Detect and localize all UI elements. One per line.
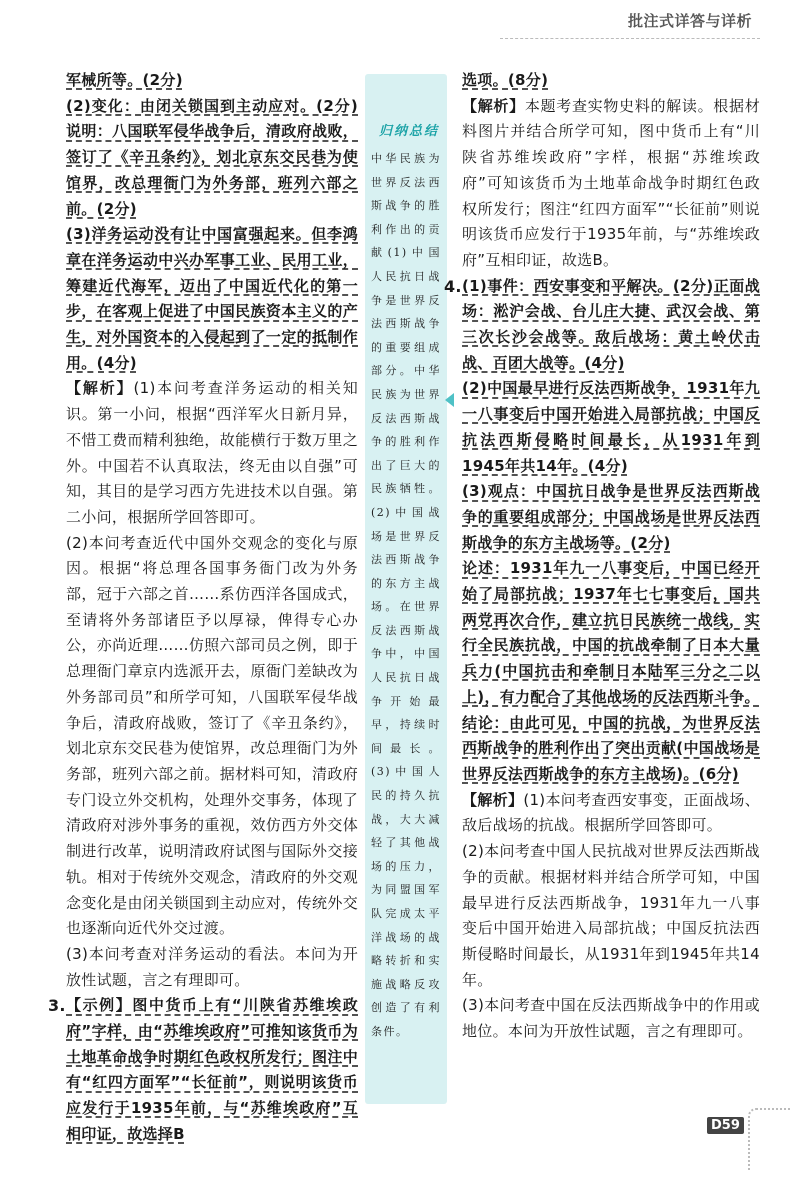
sidebar-pointer-icon (445, 393, 454, 407)
right-column (444, 68, 761, 1045)
answer-paragraph (444, 274, 760, 377)
analysis-paragraph (66, 376, 358, 530)
question-number: 4. (444, 276, 462, 296)
answer-paragraph: 军械所等。(2分) (66, 71, 183, 89)
answer-paragraph: 选项。(8分) (462, 71, 549, 89)
answer-paragraph: (3)观点：中国抗日战争是世界反法西斯战争的重要组成部分；中国战场是世界反法西斯战争的东方主战场等。(2分) (462, 482, 760, 552)
analysis-label: 【解析】 (462, 790, 524, 809)
answer-paragraph (48, 993, 358, 1147)
analysis-paragraph (462, 94, 760, 274)
analysis-paragraph: (3)本问考查中国在反法西斯战争中的作用或地位。本问为开放性试题，言之有理即可。 (462, 996, 760, 1041)
sidebar-text: 中华民族为世界反法西斯战争的胜利作出的贡献(1)中国人民抗日战争是世界反法西斯战争的重要组成部分。中华民族为世界反法西斯战争的胜利作出了巨大的民族牺牲。(2)中国战场是世界反法西斯战争的东方主战场。在世界反法西斯战争中，中国人民抗日战争开始最早，持续时间最长。(3)中国人民的持久抗战，大大减轻了其他战场的压力，为同盟国军队完成太平洋战场的战略转折和实施战略反攻创造了有利条件。 (371, 152, 441, 1038)
answer-paragraph: 结论：由此可见，中国的抗战，为世界反法西斯战争的胜利作出了突出贡献(中国战场是世界反法西斯战争的东方主战场)。(6分) (462, 713, 760, 783)
page-number: D59 (707, 1117, 744, 1134)
analysis-label: 【解析】 (66, 379, 134, 398)
analysis-paragraph (462, 788, 760, 839)
analysis-text: 本题考查实物史料的解读。根据材料图片并结合所学可知，图中货币上有“川陕省苏维埃政府”字样，根据“苏维埃政府”可知该货币为土地革命战争时期红色政权所发行；图注“红四方面军”“长征前”则说明该货币应发行于1935年前，与“苏维埃政府”互相印证，故选B。 (462, 96, 760, 269)
page-header-title: 批注式详答与详析 (627, 12, 752, 30)
question-number: 3. (48, 996, 66, 1016)
answer-paragraph: (3)洋务运动没有让中国富强起来。但李鸿章在洋务运动中兴办军事工业、民用工业，筹建近代海军，迈出了中国近代化的第一步，在客观上促进了中国民族资本主义的产生，对外国资本的入侵起到了一定的抵制作用。(4分) (66, 225, 358, 372)
page-corner-decoration (748, 1108, 790, 1170)
analysis-text: (1)本问考查洋务运动的相关知识。第一小问，根据“西洋军火日新月异，不惜工费而精利独绝，故能横行于数万里之外。中国若不认真取法，终无由以自强”可知，其目的是学习西方先进技术以自强。第二小问，根据所学回答即可。 (66, 379, 359, 526)
answer-paragraph: (2)中国最早进行反法西斯战争，1931年九一八事变后中国开始进入局部抗战；中国反抗法西斯侵略时间最长，从1931年到1945年共14年。(4分) (462, 379, 760, 475)
analysis-text: (1)本问考查西安事变，正面战场、敌后战场的抗战。根据所学回答即可。 (462, 790, 761, 835)
answer-paragraph: 论述：1931年九一八事变后，中国已经开始了局部抗战；1937年七七事变后，国共两党再次合作，建立抗日民族统一战线，实行全民族抗战，中国的抗战牵制了日本大量兵力(中国抗击和牵制日本陆军三分之二以上)，有力配合了其他战场的反法西斯斗争。 (462, 559, 760, 706)
analysis-paragraph: (2)本问考查中国人民抗战对世界反法西斯战争的贡献。根据材料并结合所学可知，中国最早进行反法西斯战争，1931年九一八事变后中国开始进入局部抗战；中国反抗法西斯侵略时间最长，从1931年到1945年共14年。 (462, 842, 760, 989)
answer-paragraph: (2)变化：由闭关锁国到主动应对。(2分)说明：八国联军侵华战争后，清政府战败，签订了《辛丑条约》，划北京东交民巷为使馆界，改总理衙门为外务部，班列六部之前。(2分) (66, 96, 358, 218)
answer-text: (1)事件：西安事变和平解决。(2分)正面战场：淞沪会战、台儿庄大捷、武汉会战、第三次长沙会战等。敌后战场：黄土岭伏击战、百团大战等。(4分) (462, 276, 760, 372)
analysis-paragraph: (3)本问考查对洋务运动的看法。本问为开放性试题，言之有理即可。 (66, 944, 358, 989)
header-divider (500, 38, 760, 39)
sidebar-title: 归纳总结 (379, 124, 440, 139)
answer-text: 【示例】图中货币上有“川陕省苏维埃政府”字样，由“苏维埃政府”可推知该货币为土地革命战争时期红色政权所发行；图注中有“红四方面军”“长征前”，则说明该货币应发行于1935年前，与“苏维埃政府”互相印证，故选择B (66, 996, 358, 1143)
analysis-paragraph: (2)本问考查近代中国外交观念的变化与原因。根据“将总理各国事务衙门改为外务部，冠于六部之首……系仿西洋各国成式，至请将外务部诸臣予以厚禄，俾得专心办公，亦尚近理……仿照六部司员之例，即于总理衙门章京内选派开去，原衙门差缺改为外务部司员”和所学可知，八国联军侵华战争后，清政府战败，签订了《辛丑条约》，划北京东交民巷为使馆界，改总理衙门为外务部，班列六部之前。据材料可知，清政府专门设立外交机构，处理外交事务，体现了清政府对涉外事务的重视，效仿西方外交体制进行改革，说明清政府试图与国际外交接轨。相对于传统外交观念，清政府的外交观念变化是由闭关锁国到主动应对，传统外交也逐渐向近代外交过渡。 (66, 533, 358, 938)
left-column (48, 68, 359, 1148)
summary-sidebar (365, 74, 447, 1104)
analysis-label: 【解析】 (462, 96, 525, 115)
